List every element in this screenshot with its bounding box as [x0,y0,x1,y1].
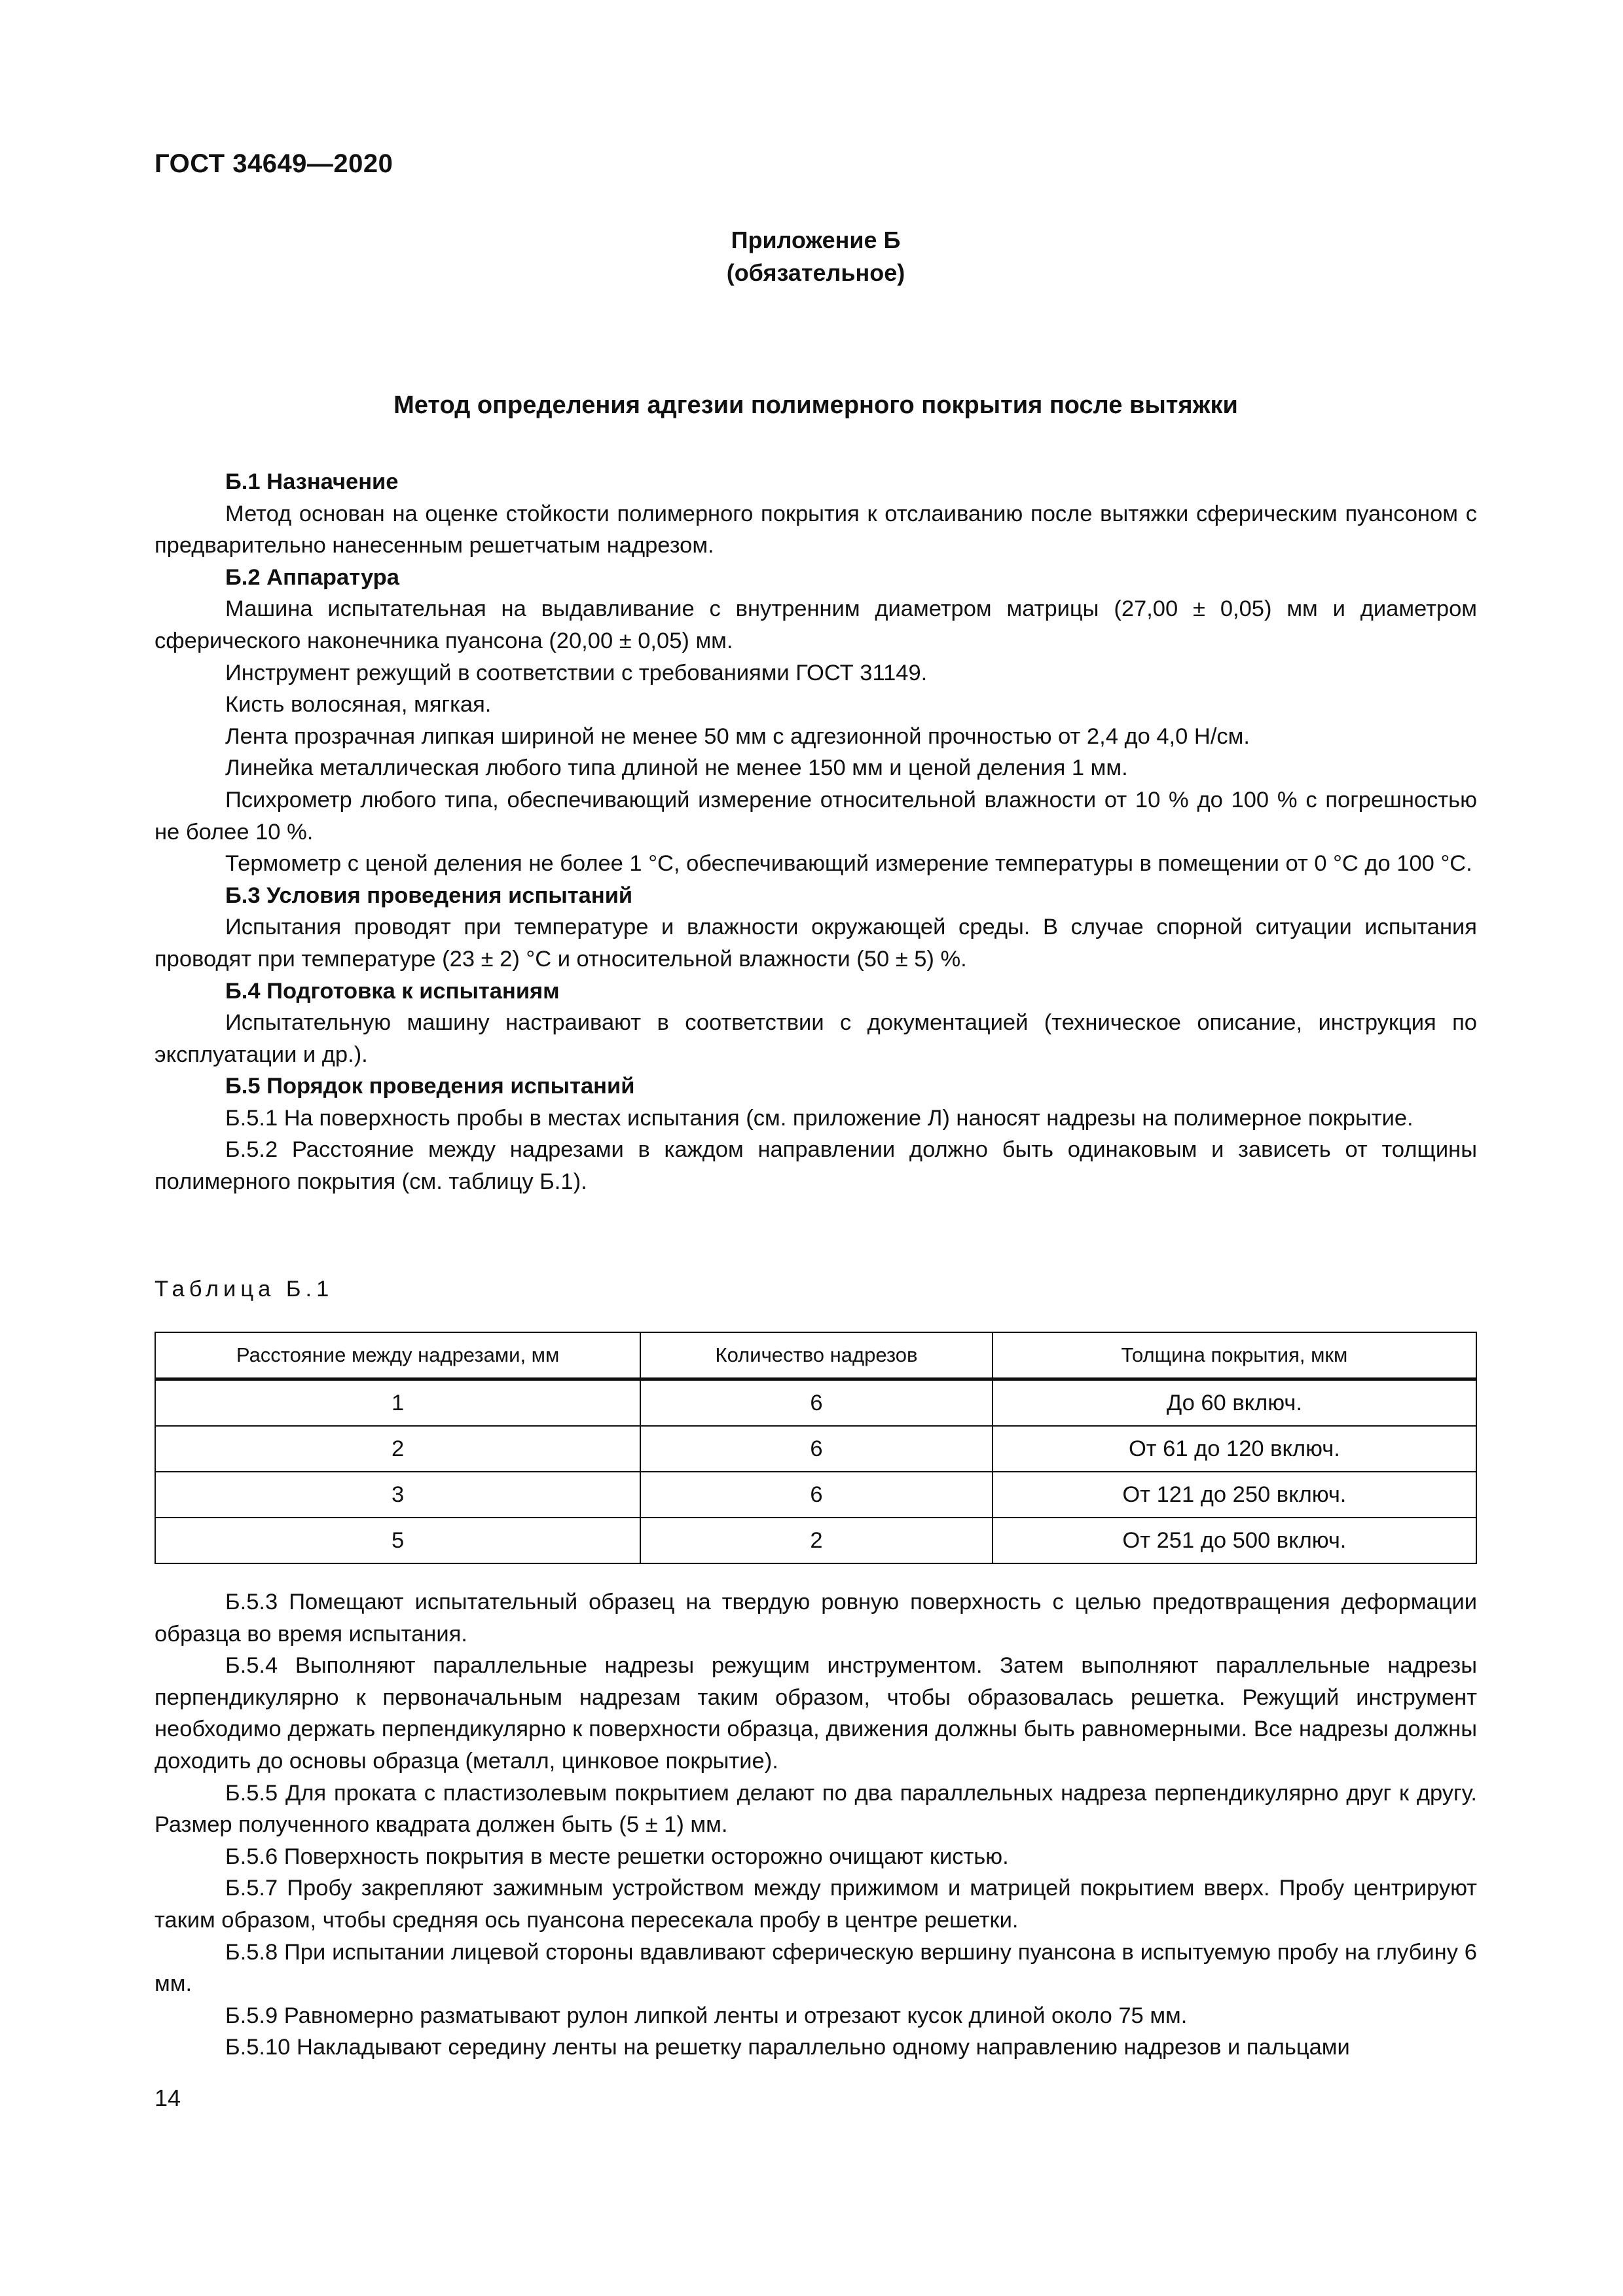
main-text-after-table [155,1586,1477,2064]
column-header: Количество надрезов [640,1332,993,1379]
section-heading: Б.1 Назначение [225,469,399,494]
section-heading: Б.3 Условия проведения испытаний [225,883,633,908]
table-cell: 1 [155,1379,640,1427]
table-cell: До 60 включ. [993,1379,1476,1427]
paragraph: Термометр с ценой деления не более 1 °С, обеспечивающий измерение температуры в помещении от 0 °С до 100 °С. [225,851,1472,877]
table-cell: От 61 до 120 включ. [993,1426,1476,1472]
appendix-title: Метод определения адгезии полимерного покрытия после вытяжки [393,392,1238,419]
table-caption: Таблица Б.1 [155,1277,334,1302]
paragraph: Метод основан на оценке стойкости полимерного покрытия к отслаиванию после вытяжки сферическим пуансоном с предварительно нанесенным решетчатым надрезом. [155,501,1477,558]
paragraph: Испытания проводят при температуре и влажности окружающей среды. В случае спорной ситуации испытания проводят при температуре (23 ± 2) °С и относительной влажности (50 ± 5) %. [155,915,1477,972]
table-cell: 6 [640,1472,993,1518]
appendix-name: Приложение Б [731,227,901,253]
paragraph: Б.5.8 При испытании лицевой стороны вдавливают сферическую вершину пуансона в испытуемую пробу на глубину 6 мм. [155,1939,1477,1997]
table-row [155,1379,1476,1427]
table-row [155,1518,1476,1563]
table-cell: 2 [640,1518,993,1563]
table-cell: 6 [640,1379,993,1427]
paragraph: Психрометр любого типа, обеспечивающий измерение относительной влажности от 10 % до 100 % с погрешностью не более 10 %. [155,787,1477,845]
table-cell: 6 [640,1426,993,1472]
section-heading: Б.2 Аппаратура [225,564,399,590]
table-cell: 2 [155,1426,640,1472]
paragraph: Линейка металлическая любого типа длиной не менее 150 мм и ценой деления 1 мм. [225,756,1128,781]
paragraph: Б.5.7 Пробу закрепляют зажимным устройством между прижимом и матрицей покрытием вверх. Пробу центрируют таким образом, чтобы средняя ось пуансона пересекала пробу в центре решетки. [155,1876,1477,1933]
paragraph: Машина испытательная на выдавливание с внутренним диаметром матрицы (27,00 ± 0,05) мм и диаметром сферического наконечника пуансона (20,00 ± 0,05) мм. [155,596,1477,653]
column-header: Расстояние между надрезами, мм [155,1332,640,1379]
table-cell: 3 [155,1472,640,1518]
paragraph: Б.5.4 Выполняют параллельные надрезы режущим инструментом. Затем выполняют параллельные надрезы перпендикулярно к первоначальным надрезам таким образом, чтобы образовалась решетка. Режущий инструмент необходимо держать перпендикулярно к поверхности образца, движения должны быть равномерными. Все надрезы должны доходить до основы образца (металл, цинковое покрытие). [155,1653,1477,1774]
paragraph: Б.5.1 На поверхность пробы в местах испытания (см. приложение Л) наносят надрезы на полимерное покрытие. [225,1105,1413,1131]
page-number: 14 [155,2085,181,2111]
paragraph: Инструмент режущий в соответствии с требованиями ГОСТ 31149. [225,660,928,685]
paragraph: Б.5.6 Поверхность покрытия в месте решетки осторожно очищают кистью. [225,1844,1009,1869]
paragraph: Б.5.5 Для проката с пластизолевым покрытием делают по два параллельных надреза перпендикулярно друг к другу. Размер полученного квадрата должен быть (5 ± 1) мм. [155,1780,1477,1838]
paragraph: Лента прозрачная липкая шириной не менее 50 мм с адгезионной прочностью от 2,4 до 4,0 Н/см. [225,723,1250,749]
table-row [155,1426,1476,1472]
table-row [155,1472,1476,1518]
paragraph: Кисть волосяная, мягкая. [225,692,492,718]
standard-header: ГОСТ 34649—2020 [155,149,393,178]
section-heading: Б.4 Подготовка к испытаниям [225,978,560,1004]
table-cell: 5 [155,1518,640,1563]
paragraph: Б.5.2 Расстояние между надрезами в каждом направлении должно быть одинаковым и зависеть от толщины полимерного покрытия (см. таблицу Б.1). [155,1137,1477,1195]
table-header-row [155,1332,1476,1379]
paragraph: Б.5.9 Равномерно разматывают рулон липкой ленты и отрезают кусок длиной около 75 мм. [225,2003,1188,2028]
appendix-status: (обязательное) [726,259,905,286]
main-text-before-table [155,466,1477,1198]
data-table [155,1332,1477,1564]
table-cell: От 251 до 500 включ. [993,1518,1476,1563]
table-cell: От 121 до 250 включ. [993,1472,1476,1518]
section-heading: Б.5 Порядок проведения испытаний [225,1074,635,1099]
paragraph: Б.5.10 Накладывают середину ленты на решетку параллельно одному направлению надрезов и пальцами [225,2035,1350,2060]
paragraph: Испытательную машину настраивают в соответствии с документацией (техническое описание, инструкция по эксплуатации и др.). [155,1010,1477,1067]
column-header: Толщина покрытия, мкм [993,1332,1476,1379]
paragraph: Б.5.3 Помещают испытательный образец на твердую ровную поверхность с целью предотвращения деформации образца во время испытания. [155,1590,1477,1647]
